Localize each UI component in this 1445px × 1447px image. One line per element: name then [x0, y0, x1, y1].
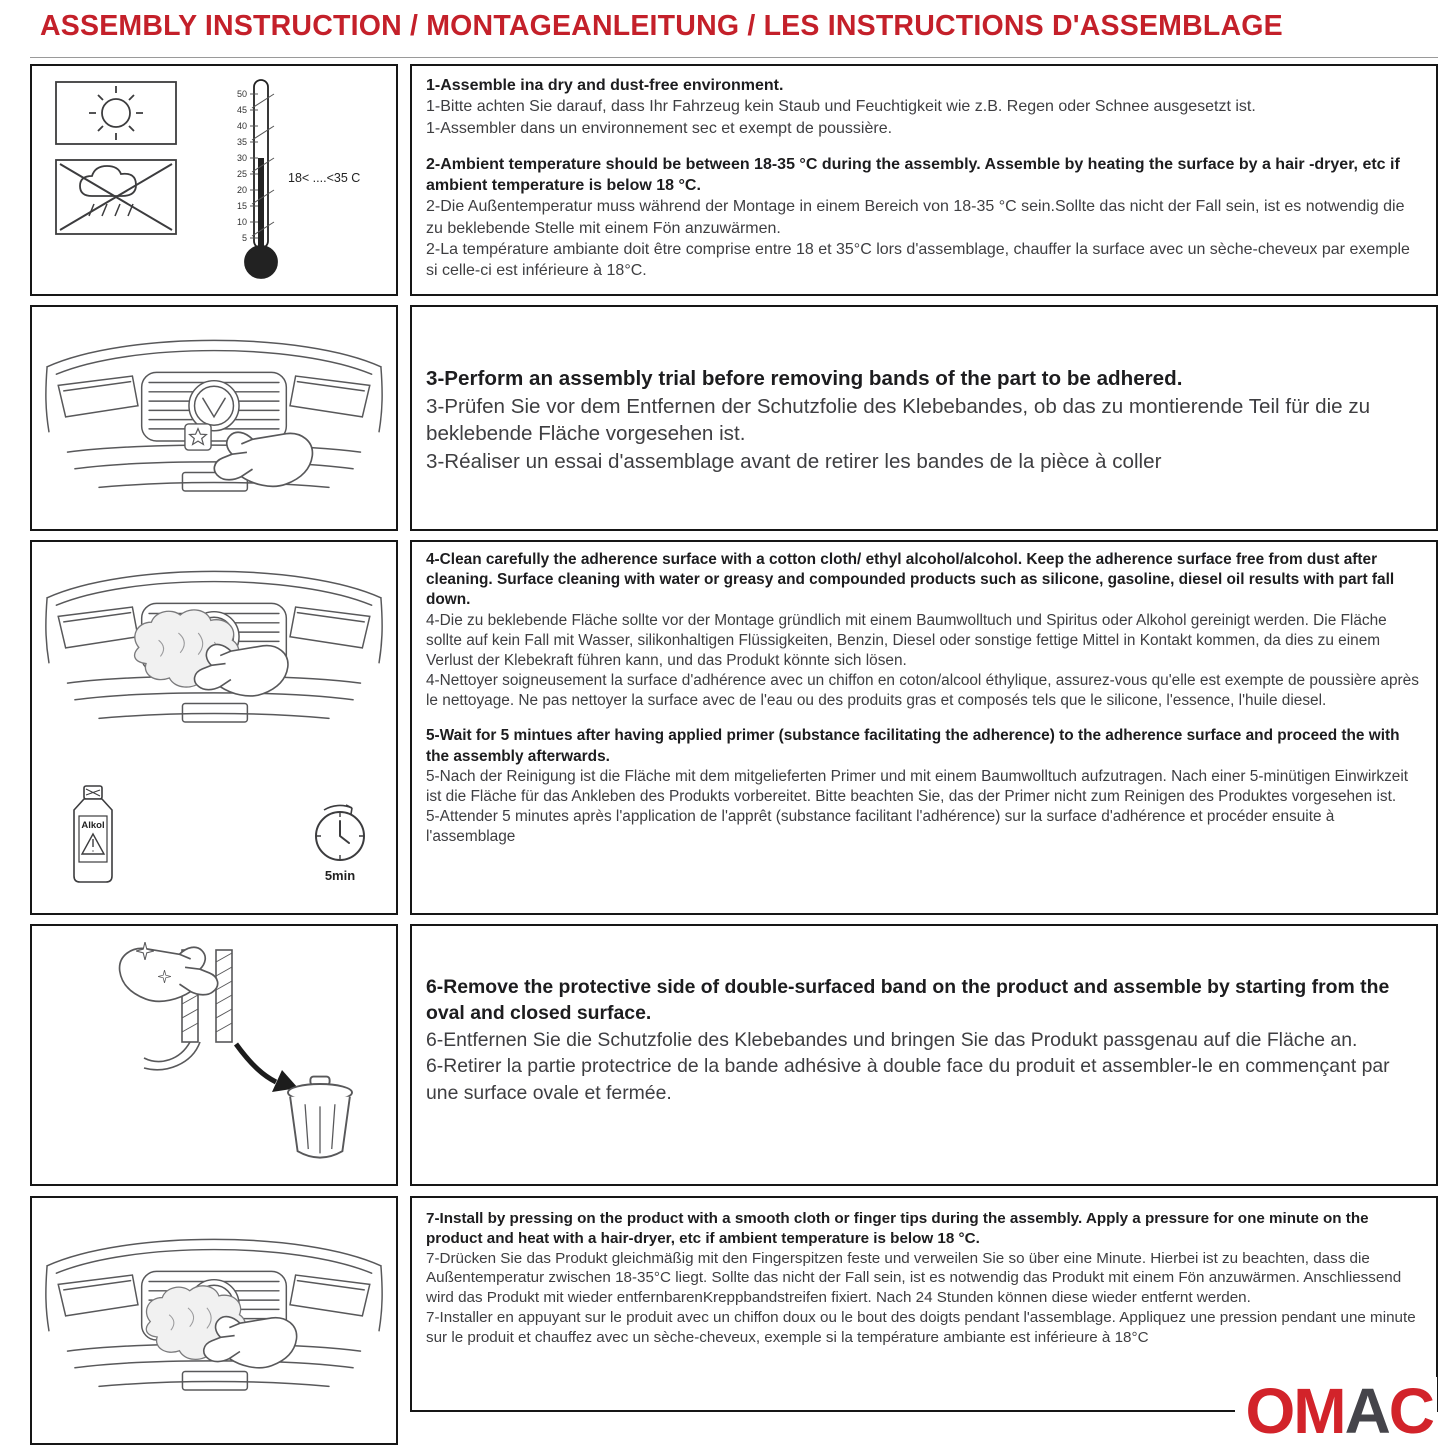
- thermometer-tick: 35: [236, 137, 247, 147]
- instruction-paragraph: 1-Bitte achten Sie darauf, dass Ihr Fahrzeug kein Staub und Feuchtigkeit wie z.B. Regen oder Schnee ausgesetzt ist.: [426, 98, 1256, 116]
- trash-can-icon: [288, 1077, 352, 1158]
- instruction-paragraph: 7-Install by pressing on the product with a smooth cloth or finger tips during the assembly. Apply a pressure for one minute on the product and heat with a hair-dryer, etc if ambient temperature is below 18 °C.: [426, 1210, 1369, 1247]
- thermometer-icon: [237, 80, 277, 278]
- section-3-text-panel: [410, 540, 1438, 915]
- logo-segment: C: [1388, 1375, 1433, 1447]
- thermometer-tick: 25: [236, 169, 247, 179]
- section-2-text-panel: [410, 305, 1438, 531]
- instruction-paragraph: 7-Drücken Sie das Produkt gleichmäßig mit den Fingerspitzen feste und verweilen Sie so über eine Minute. Hierbei ist zu beachten, dass die Außentemperatur zwischen 18-35°C liegt. Sollte das nicht der Fall sein, ist es notwendig das Produkt mit einem Fön anzuwärmen. Anschliessend wird das Produkt mit wieder entfernbarenKreppbandstreifen fixiert. Nach 24 Stunden können diese wieder entfernt werden.: [426, 1249, 1402, 1306]
- instruction-paragraph: 3-Réaliser un essai d'assemblage avant de retirer les bandes de la pièce à coller: [426, 449, 1162, 473]
- environment-temperature-illustration: [32, 66, 396, 294]
- instruction-paragraph: 1-Assembler dans un environnement sec et exempt de poussière.: [426, 119, 893, 137]
- press-install-illustration: [32, 1198, 396, 1443]
- logo-segment: OM: [1245, 1375, 1345, 1447]
- sun-icon: [56, 82, 176, 144]
- section-2-illustration-panel: [30, 305, 398, 531]
- instruction-paragraph: 2-La température ambiante doit être comprise entre 18 et 35°C lors d'assemblage, chauffer la surface avec un sèche-cheveux par exemple si celle-ci est inférieure à 18°C.: [426, 240, 1410, 280]
- thermometer-tick: 20: [236, 185, 247, 195]
- remove-band-illustration: [32, 926, 396, 1184]
- instruction-paragraph: 5-Nach der Reinigung ist die Fläche mit dem mitgelieferten Primer und mit einem Baumwolltuch aufzutragen. Nach einer 5-minütigen Einwirkzeit ist die Fläche für das Ankleben des Produkts vorbereitet. Bitte beachten Sie, das der Primer nicht zum Reinigen des Produktes vorgesehen ist.: [426, 767, 1409, 805]
- instruction-paragraph: 2-Die Außentemperatur muss während der Montage in einem Bereich von 18-35 °C sein.Sollte das nicht der Fall sein, ist es notwendig die zu beklebende Stelle mit einem Fön anzuwärmen.: [426, 198, 1405, 237]
- thermometer-tick: 30: [236, 153, 247, 163]
- temperature-range-label: 18< ....<35 C: [288, 171, 361, 185]
- instruction-paragraph: 6-Retirer la partie protectrice de la bande adhésive à double face du produit et assembler-le en commençant par une surface ovale et fermée.: [426, 1055, 1390, 1104]
- section-1-text-panel: [410, 64, 1438, 296]
- star-sticker-icon: [185, 424, 211, 450]
- clean-surface-illustration: [32, 542, 396, 913]
- hand-icon: [214, 432, 312, 486]
- instruction-paragraph: 5-Attender 5 minutes après l'application de l'apprêt (substance facilitant l'adhérence) sur la surface d'adhérence et procéder ensuite à l'assemblage: [426, 808, 1335, 846]
- hand-icon: [195, 644, 288, 695]
- instruction-paragraph: 3-Prüfen Sie vor dem Entfernen der Schutzfolie des Klebebandes, ob das zu montierende Teil für die zu beklebende Fläche vorgesehen ist.: [426, 394, 1371, 446]
- hand-icon: [204, 1317, 297, 1368]
- section-1-illustration-panel: [30, 64, 398, 296]
- clock-label: 5min: [324, 868, 356, 883]
- alcohol-bottle-icon: [74, 786, 112, 882]
- thermometer-tick: 40: [236, 121, 247, 131]
- assembly-trial-illustration: [32, 307, 396, 529]
- clock-icon: [316, 805, 364, 883]
- logo-segment: A: [1344, 1375, 1389, 1447]
- no-rain-icon: [56, 160, 176, 234]
- title-divider: [30, 57, 1438, 58]
- arrow-icon: [236, 1044, 298, 1092]
- section-5-illustration-panel: [30, 1196, 398, 1445]
- instruction-paragraph: 4-Clean carefully the adherence surface with a cotton cloth/ ethyl alcohol/alcohol. Keep the adherence surface free from dust after cleaning. Surface cleaning with water or greasy and compounded products such as silicone, gasoline, diesel oil results with part fall down.: [426, 551, 1395, 609]
- instruction-paragraph: 6-Entfernen Sie die Schutzfolie des Klebebandes und bringen Sie das Produkt passgenau auf die Fläche an.: [426, 1028, 1358, 1051]
- thermometer-tick: 10: [236, 217, 247, 227]
- instruction-paragraph: 4-Die zu beklebende Fläche sollte vor der Montage gründlich mit einem Baumwolltuch und Spiritus oder Alkohol gereinigt werden. Die Fläche sollte auf kein Fall mit Wasser, silikonhaltigen Flüssigkeiten, Benzin, Diesel oder sonstige fettige Mittel in Kontakt kommen, da dies zu einem Verlust der Klebekraft führen kann, und das Produkt könnte sich lösen.: [426, 611, 1387, 669]
- section-4-text-panel: [410, 924, 1438, 1186]
- omac-logo: [1235, 1375, 1437, 1447]
- instruction-paragraph: 7-Installer en appuyant sur le produit avec un chiffon doux ou le bout des doigts pendant l'assemblage. Appliquez une pression pendant une minute sur le produit et chauffez avec un sèche-cheveux, exemple si la température ambiante est inférieure à 18°C: [426, 1308, 1416, 1346]
- bottle-label: Alkol: [81, 820, 105, 831]
- hand-icon: [120, 947, 218, 1001]
- thermometer-tick: 15: [236, 201, 247, 211]
- instruction-paragraph: 1-Assemble ina dry and dust-free environment.: [426, 77, 784, 94]
- thermometer-tick: 45: [236, 105, 247, 115]
- instruction-paragraph: 4-Nettoyer soigneusement la surface d'adhérence avec un chiffon en coton/alcool éthylique, assurez-vous qu'elle est exempte de poussière après le nettoyage. Ne pas nettoyer la surface avec de l'eau ou des produits gras et composés tels que le silicone, l'essence, l'huile diesel.: [426, 672, 1419, 710]
- section-3-illustration-panel: [30, 540, 398, 915]
- page-title: ASSEMBLY INSTRUCTION / MONTAGEANLEITUNG / LES INSTRUCTIONS D'ASSEMBLAGE: [40, 10, 1283, 42]
- instruction-paragraph: 3-Perform an assembly trial before removing bands of the part to be adhered.: [426, 367, 1183, 390]
- instruction-paragraph: 6-Remove the protective side of double-surfaced band on the product and assemble by starting from the oval and closed surface.: [426, 976, 1390, 1025]
- instruction-paragraph: 5-Wait for 5 mintues after having applied primer (substance facilitating the adherence) to the adherence surface and proceed the with the assembly afterwards.: [426, 727, 1400, 765]
- section-4-illustration-panel: [30, 924, 398, 1186]
- thermometer-tick: 5: [241, 233, 247, 243]
- thermometer-tick: 50: [236, 89, 247, 99]
- instruction-paragraph: 2-Ambient temperature should be between 18-35 °C during the assembly. Assemble by heating the surface by a hair -dryer, etc if ambient temperature is below 18 °C.: [426, 155, 1400, 195]
